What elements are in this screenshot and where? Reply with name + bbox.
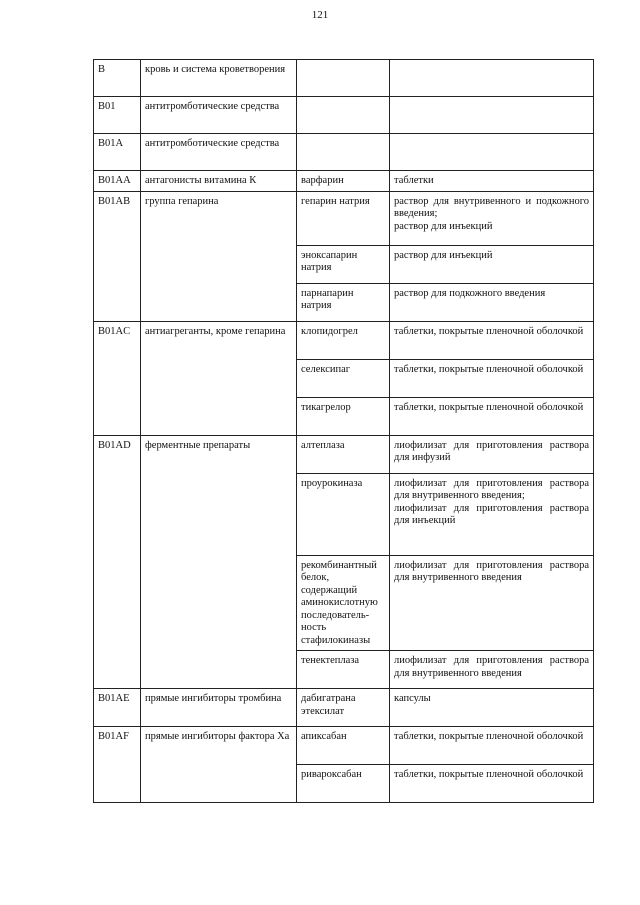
atc-code: B01A [94, 134, 141, 171]
dosage-form [390, 97, 594, 134]
drug-name: проурокиназа [297, 473, 390, 555]
atc-code: B01AD [94, 435, 141, 689]
atc-code: B01AB [94, 191, 141, 321]
drug-name: эноксапарин натрия [297, 245, 390, 283]
atc-code: B01AC [94, 321, 141, 435]
drug-name: тикагрелор [297, 397, 390, 435]
dosage-form: таблетки, покрытые пленочной оболочкой [390, 765, 594, 803]
drug-name: рекомбинантный белок, содержащий аминокислотную последователь-ность стафилокиназы [297, 555, 390, 651]
drug-registry-table [93, 59, 594, 803]
dosage-form [390, 134, 594, 171]
table-row [94, 727, 594, 765]
dosage-form: лиофилизат для приготовления раствора для внутривенного введения [390, 555, 594, 651]
drug-name: гепарин натрия [297, 191, 390, 245]
atc-code: B01AA [94, 171, 141, 192]
page-number: 121 [311, 9, 329, 21]
table-row [94, 191, 594, 245]
dosage-form: раствор для подкожного введения [390, 283, 594, 321]
atc-code: B01 [94, 97, 141, 134]
drug-name [297, 97, 390, 134]
table-row [94, 321, 594, 359]
dosage-form: раствор для инъекций [390, 245, 594, 283]
drug-name: варфарин [297, 171, 390, 192]
dosage-form: раствор для внутривенного и подкожного введения; раствор для инъекций [390, 191, 594, 245]
drug-name [297, 60, 390, 97]
atc-code: B01AF [94, 727, 141, 803]
dosage-form: лиофилизат для приготовления раствора для внутривенного введения; лиофилизат для приготовления раствора для инъекций [390, 473, 594, 555]
table-row [94, 171, 594, 192]
dosage-form: капсулы [390, 689, 594, 727]
table-row [94, 97, 594, 134]
dosage-form: таблетки, покрытые пленочной оболочкой [390, 359, 594, 397]
drug-name: алтеплаза [297, 435, 390, 473]
atc-group-name: антагонисты витамина К [141, 171, 297, 192]
drug-name: селексипаг [297, 359, 390, 397]
atc-group-name: ферментные препараты [141, 435, 297, 689]
dosage-form: таблетки, покрытые пленочной оболочкой [390, 727, 594, 765]
dosage-form: таблетки, покрытые пленочной оболочкой [390, 321, 594, 359]
drug-name: ривароксабан [297, 765, 390, 803]
drug-name: дабигатрана этексилат [297, 689, 390, 727]
atc-group-name: антитромботические средства [141, 134, 297, 171]
atc-group-name: антитромботические средства [141, 97, 297, 134]
dosage-form: таблетки [390, 171, 594, 192]
drug-registry-body [94, 60, 594, 803]
table-row [94, 60, 594, 97]
dosage-form [390, 60, 594, 97]
table-row [94, 689, 594, 727]
dosage-form: лиофилизат для приготовления раствора для инфузий [390, 435, 594, 473]
table-row [94, 435, 594, 473]
drug-name: парнапарин натрия [297, 283, 390, 321]
atc-group-name: прямые ингибиторы тромбина [141, 689, 297, 727]
atc-group-name: группа гепарина [141, 191, 297, 321]
table-row [94, 134, 594, 171]
drug-name [297, 134, 390, 171]
atc-code: B01AE [94, 689, 141, 727]
drug-name: клопидогрел [297, 321, 390, 359]
atc-group-name: антиагреганты, кроме гепарина [141, 321, 297, 435]
atc-code: B [94, 60, 141, 97]
atc-group-name: прямые ингибиторы фактора Xa [141, 727, 297, 803]
dosage-form: таблетки, покрытые пленочной оболочкой [390, 397, 594, 435]
drug-name: апиксабан [297, 727, 390, 765]
drug-name: тенектеплаза [297, 651, 390, 689]
atc-group-name: кровь и система кроветворения [141, 60, 297, 97]
dosage-form: лиофилизат для приготовления раствора для внутривенного введения [390, 651, 594, 689]
